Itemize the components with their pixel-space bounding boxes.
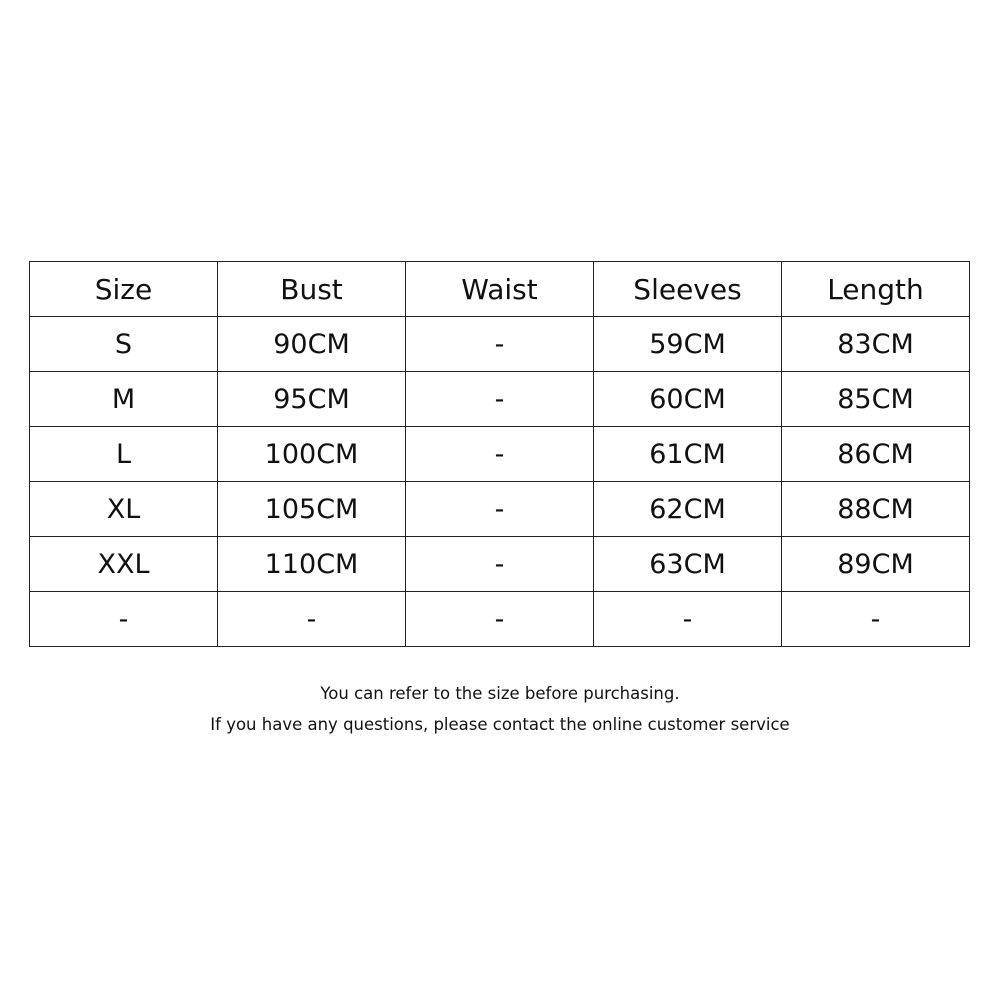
cell-bust: 105CM [218,482,406,537]
cell-waist: - [406,482,594,537]
cell-sleeves: 61CM [594,427,782,482]
cell-size: M [30,372,218,427]
cell-size: - [30,592,218,647]
cell-sleeves: 59CM [594,317,782,372]
cell-waist: - [406,317,594,372]
cell-bust: 90CM [218,317,406,372]
cell-length: - [782,592,970,647]
cell-bust: 100CM [218,427,406,482]
header-length: Length [782,262,970,317]
cell-length: 85CM [782,372,970,427]
table-row [30,427,970,482]
cell-waist: - [406,592,594,647]
cell-size: XXL [30,537,218,592]
cell-length: 89CM [782,537,970,592]
table-row [30,537,970,592]
size-notes [0,678,1000,740]
cell-sleeves: 63CM [594,537,782,592]
cell-waist: - [406,372,594,427]
table-row [30,592,970,647]
cell-size: XL [30,482,218,537]
table-row [30,317,970,372]
note-refer-size: You can refer to the size before purchasing. [320,684,680,703]
cell-bust: 95CM [218,372,406,427]
cell-length: 83CM [782,317,970,372]
cell-length: 86CM [782,427,970,482]
cell-sleeves: 62CM [594,482,782,537]
table-row [30,482,970,537]
cell-size: L [30,427,218,482]
cell-length: 88CM [782,482,970,537]
header-sleeves: Sleeves [594,262,782,317]
header-waist: Waist [406,262,594,317]
table-header-row [30,262,970,317]
cell-waist: - [406,537,594,592]
header-bust: Bust [218,262,406,317]
cell-bust: 110CM [218,537,406,592]
cell-waist: - [406,427,594,482]
cell-sleeves: 60CM [594,372,782,427]
header-size: Size [30,262,218,317]
table-row [30,372,970,427]
note-contact-service: If you have any questions, please contact the online customer service [210,715,790,734]
cell-bust: - [218,592,406,647]
cell-size: S [30,317,218,372]
size-chart-table [29,261,970,647]
cell-sleeves: - [594,592,782,647]
